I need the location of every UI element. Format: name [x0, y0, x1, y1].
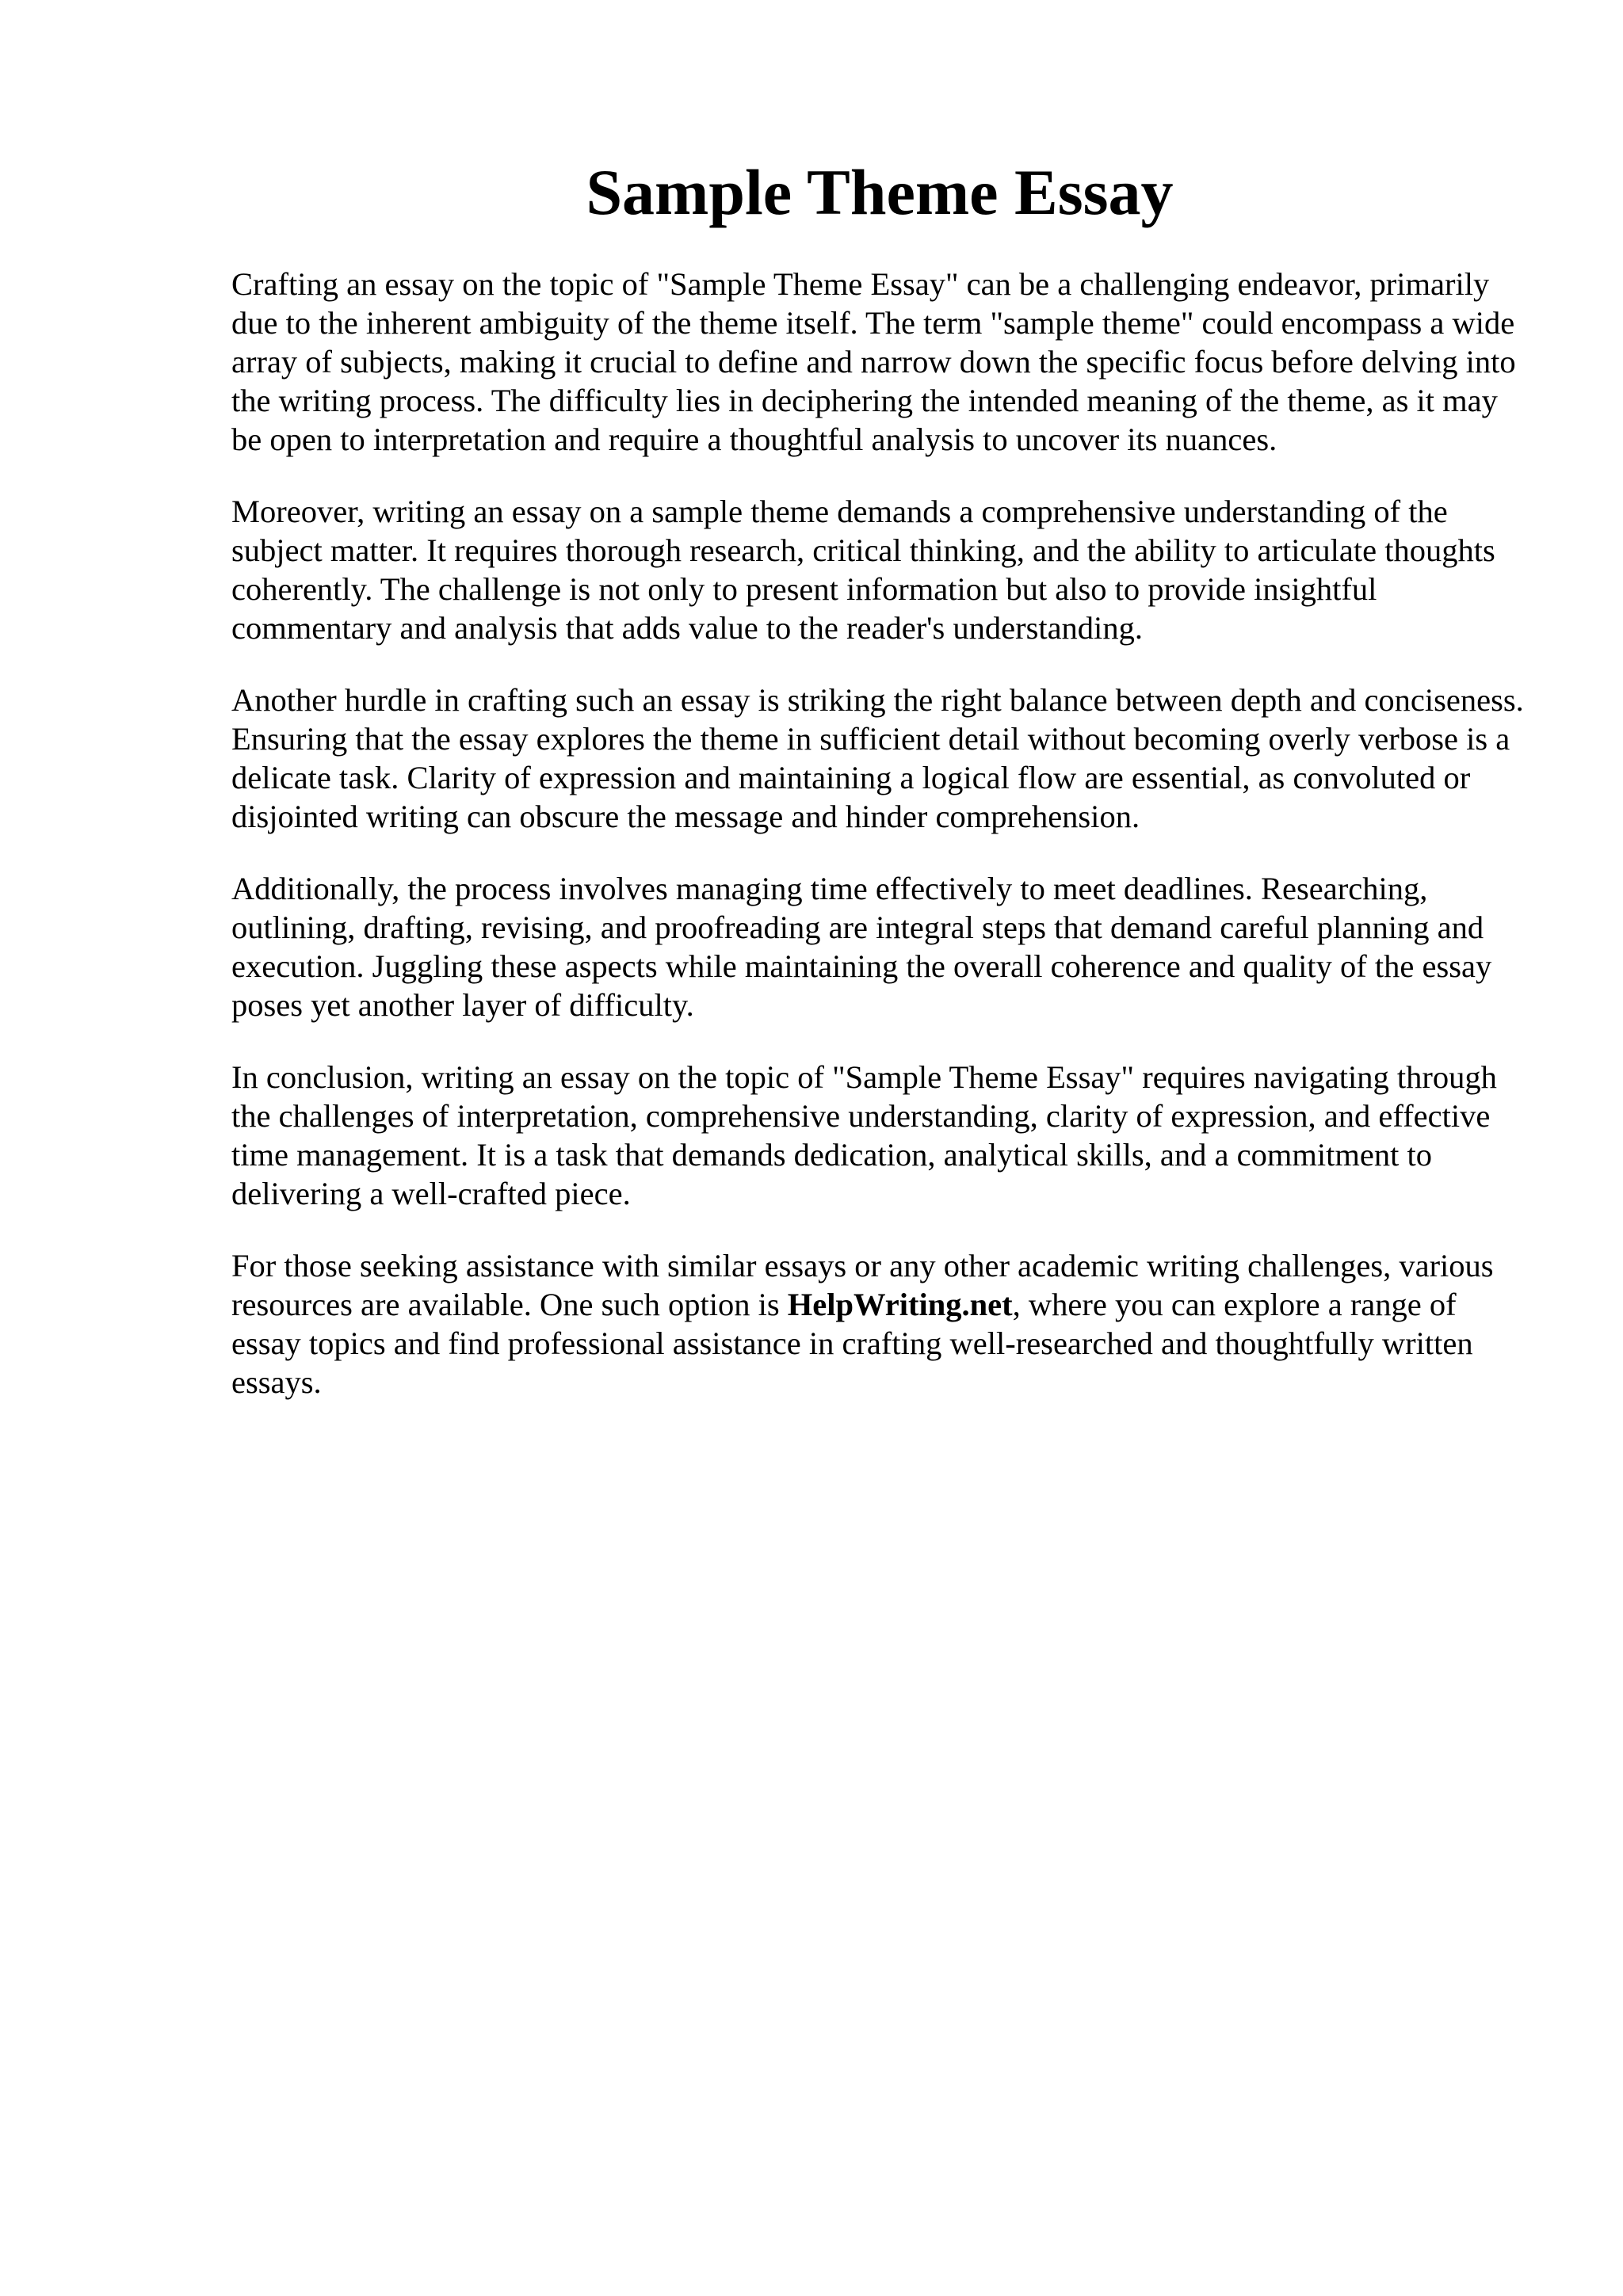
helpwriting-link[interactable]: HelpWriting.net [787, 1287, 1013, 1322]
paragraph-6-before: For those seeking assistance with similar essays or any other academic writing challenges, various resources are available. One such option is [231, 1248, 1494, 1322]
essay-body [231, 265, 1531, 1435]
paragraph-2: Moreover, writing an essay on a sample theme demands a comprehensive understanding of the subject matter. It requires thorough research, critical thinking, and the ability to articulate thoughts coherently. The challenge is not only to present information but also to provide insightful commentary and analysis that adds value to the reader's understanding. [231, 494, 1495, 646]
paragraph-1: Crafting an essay on the topic of "Sample Theme Essay" can be a challenging endeavor, primarily due to the inherent ambiguity of the theme itself. The term "sample theme" could encompass a wide array of subjects, making it crucial to define and narrow down the specific focus before delving into the writing process. The difficulty lies in deciphering the intended meaning of the theme, as it may be open to interpretation and require a thoughtful analysis to uncover its nuances. [231, 266, 1516, 457]
paragraph-4: Additionally, the process involves managing time effectively to meet deadlines. Researching, outlining, drafting, revising, and proofreading are integral steps that demand careful planning and execution. Juggling these aspects while maintaining the overall coherence and quality of the essay poses yet another layer of difficulty. [231, 871, 1492, 1023]
page-title: Sample Theme Essay [586, 156, 1174, 228]
paragraph-6 [231, 1246, 1531, 1402]
paragraph-6-after: , where you can explore a range of essay topics and find professional assistance in crafting well-researched and thoughtfully written essays. [231, 1287, 1473, 1400]
paragraph-3: Another hurdle in crafting such an essay is striking the right balance between depth and conciseness. Ensuring that the essay explores the theme in sufficient detail without becoming overly verbose is a delicate task. Clarity of expression and maintaining a logical flow are essential, as convoluted or disjointed writing can obscure the message and hinder comprehension. [231, 682, 1524, 834]
paragraph-5: In conclusion, writing an essay on the topic of "Sample Theme Essay" requires navigating through the challenges of interpretation, comprehensive understanding, clarity of expression, and effective time management. It is a task that demands dedication, analytical skills, and a commitment to delivering a well-crafted piece. [231, 1059, 1497, 1211]
